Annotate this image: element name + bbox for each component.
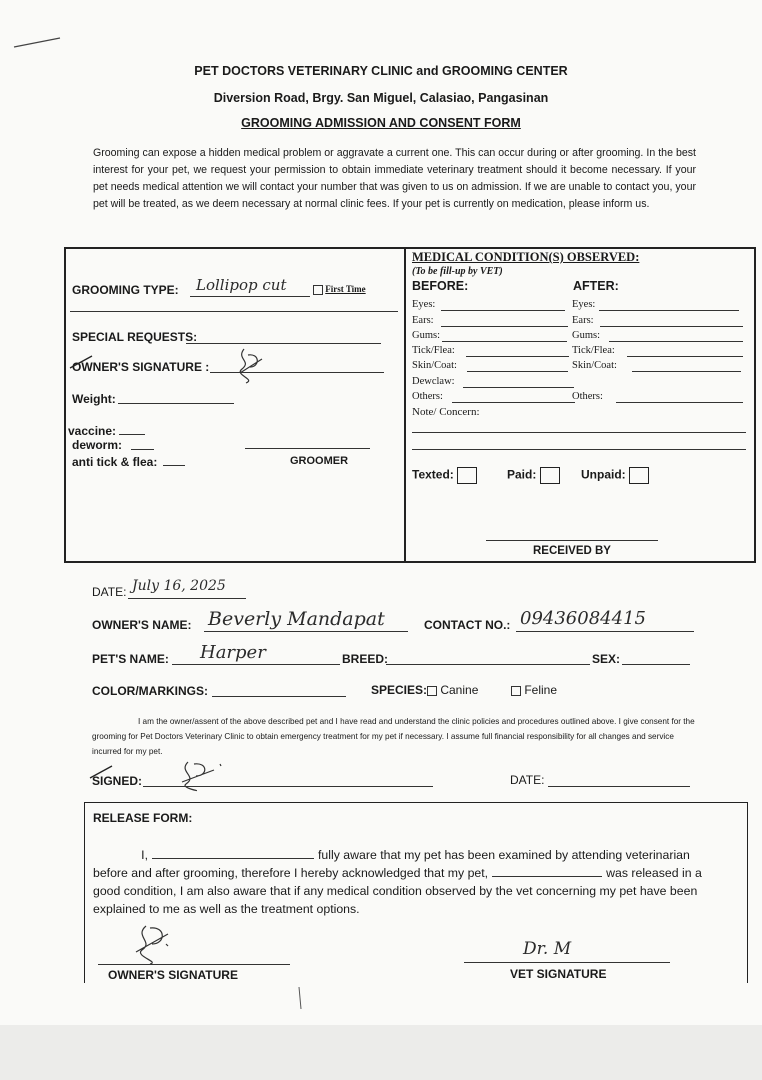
owners-name-label: OWNER'S NAME: [92,618,192,632]
clinic-name: PET DOCTORS VETERINARY CLINIC and GROOMING CENTER [194,64,568,78]
contact-line [516,631,694,632]
before-field-line[interactable] [441,310,565,311]
paid-field[interactable] [507,467,560,484]
grooming-type-line [190,296,310,297]
breed-line[interactable] [386,664,590,665]
feline-label: Feline [524,683,558,697]
anti-tick-label: anti tick & flea: [72,455,158,469]
release-line-2b-text: was released in a [606,866,702,880]
after-field-label: Tick/Flea: [572,345,615,356]
received-by-line[interactable] [486,540,658,541]
after-field-label: Skin/Coat: [572,360,617,371]
vaccine-line[interactable] [119,434,145,435]
before-field-label: Tick/Flea: [412,345,455,356]
sex-line[interactable] [622,664,690,665]
before-field-line[interactable] [463,387,574,388]
release-line-1-text: fully aware that my pet has been examined by attending veterinarian [318,848,690,862]
after-field-label: Eyes: [572,299,596,310]
weight-label: Weight: [72,392,116,406]
signed-signature-scribble [174,758,234,794]
first-time-box[interactable] [313,285,323,295]
vet-sig-line[interactable] [464,962,670,963]
date-value[interactable]: July 16, 2025 [132,578,226,594]
received-by-label: RECEIVED BY [533,545,611,557]
form-title: GROOMING ADMISSION AND CONSENT FORM [241,116,521,130]
breed-label: BREED: [342,652,389,666]
before-field-line[interactable] [467,371,568,372]
release-pet-name-line[interactable] [492,865,602,877]
pen-mark-icon [296,985,304,1011]
medical-subtitle: (To be fill-up by VET) [412,266,503,277]
signed-date-line[interactable] [548,786,690,787]
signed-line[interactable] [143,786,433,787]
groomer-line[interactable] [245,448,370,449]
release-line-2 [93,864,743,882]
texted-field[interactable] [412,467,477,484]
vet-signature-value: Dr. M [523,939,572,959]
note-line-2[interactable] [412,449,746,450]
anti-tick-line[interactable] [163,465,185,466]
grooming-type-value[interactable]: Lollipop cut [196,276,287,294]
pets-name-value[interactable]: Harper [200,642,266,663]
sex-label: SEX: [592,652,621,666]
checkmark-icon [68,354,94,370]
release-line-2a-text: before and after grooming, therefore I hereby acknowledged that my pet, [93,866,489,880]
release-paragraph [93,846,743,918]
signed-date-label: DATE: [510,773,545,787]
before-field-label: Dewclaw: [412,376,455,387]
release-line-4: explained to me as well as the treatment options. [93,902,360,916]
date-line [128,598,246,599]
weight-line[interactable] [118,403,234,404]
release-owner-sig-label: OWNER'S SIGNATURE [108,968,238,982]
release-i-text: I, [141,848,148,862]
after-field-label: Ears: [572,315,594,326]
grooming-type-label: GROOMING TYPE: [72,283,179,297]
contact-label: CONTACT NO.: [424,618,511,632]
species-label: SPECIES: [371,683,428,697]
after-field-line[interactable] [600,326,743,327]
after-label: AFTER: [573,279,619,293]
before-field-line[interactable] [452,402,575,403]
deworm-line[interactable] [131,449,154,450]
groomer-label: GROOMER [290,455,349,467]
first-time-checkbox[interactable] [313,284,366,295]
after-field-label: Gums: [572,330,601,341]
release-title: RELEASE FORM: [93,811,193,825]
first-time-label: First Time [325,284,366,294]
texted-label: Texted: [412,467,454,482]
special-requests-line[interactable] [186,343,381,344]
deworm-label: deworm: [72,438,123,452]
vaccine-label: vaccine: [68,424,117,438]
note-line-1[interactable] [412,432,746,433]
release-line-3: good condition, I am also aware that if any medical condition observed by the vet concerning my pet have been [93,884,698,898]
checkmark-icon [88,764,114,780]
color-line[interactable] [212,696,346,697]
feline-checkbox[interactable] [511,686,521,696]
species-canine-option[interactable] [427,683,478,697]
before-field-line[interactable] [442,341,567,342]
special-requests-label: SPECIAL REQUESTS: [72,330,198,344]
owners-signature-line[interactable] [210,372,384,373]
intro-paragraph: Grooming can expose a hidden medical problem or aggravate a current one. This can occur during or after grooming. In the best interest for your pet, we request your permission to obtain immediate veterinary treatment should it become necessary. If your pet needs medical attention we will contact your number that was given to us on admission. If we are unable to contact you, your pet will be treated, as we deem necessary at normal clinic fees. If your pet is currently on medication, please inform us. [93,147,696,210]
before-field-label: Skin/Coat: [412,360,457,371]
color-label: COLOR/MARKINGS: [92,684,208,698]
canine-checkbox[interactable] [427,686,437,696]
column-divider [404,249,406,561]
owner-signature-scribble [230,345,270,385]
after-field-line[interactable] [609,341,743,342]
consent-text: I am the owner/assent of the above described pet and I have read and understand the clinic policies and procedures outlined above. I give consent for the grooming for Pet Doctors Veterinary Clinic to obtain emergency treatment for my pet if necessary. I assume full financial responsibility for all changes and service incurred for my pet. [92,717,695,756]
unpaid-label: Unpaid: [581,467,626,482]
before-field-label: Ears: [412,315,434,326]
before-label: BEFORE: [412,279,469,293]
release-owner-sig-line[interactable] [98,964,290,965]
owners-signature-label: OWNER'S SIGNATURE : [72,360,210,374]
release-line-1 [93,846,743,864]
after-field-line[interactable] [616,402,743,403]
unpaid-field[interactable] [581,467,649,484]
after-field-line[interactable] [632,371,741,372]
before-field-label: Eyes: [412,299,436,310]
paid-checkbox[interactable] [540,467,560,484]
scan-shadow [0,1025,762,1080]
pets-name-line [172,664,340,665]
owners-name-line [204,631,408,632]
vet-sig-label: VET SIGNATURE [510,967,607,981]
after-field-label: Others: [572,391,603,402]
after-field-line[interactable] [627,356,743,357]
paid-label: Paid: [507,467,537,482]
canine-label: Canine [440,683,479,697]
texted-checkbox[interactable] [457,467,477,484]
grooming-extra-line [70,311,398,312]
unpaid-checkbox[interactable] [629,467,649,484]
signed-label: SIGNED: [92,774,143,788]
before-field-line[interactable] [466,356,569,357]
before-field-label: Gums: [412,330,441,341]
before-field-line[interactable] [441,326,568,327]
pen-mark-icon [12,34,64,50]
medical-title: MEDICAL CONDITION(S) OBSERVED: [412,250,640,264]
before-field-label: Others: [412,391,443,402]
release-owner-name-line[interactable] [152,847,314,859]
date-label: DATE: [92,585,127,599]
clinic-address: Diversion Road, Brgy. San Miguel, Calasiao, Pangasinan [213,91,549,105]
species-feline-option[interactable] [511,683,557,697]
owners-name-value[interactable]: Beverly Mandapat [208,608,385,630]
contact-value[interactable]: 09436084415 [520,608,646,629]
pets-name-label: PET'S NAME: [92,652,169,666]
note-label: Note/ Concern: [412,406,480,418]
after-field-line[interactable] [599,310,739,311]
